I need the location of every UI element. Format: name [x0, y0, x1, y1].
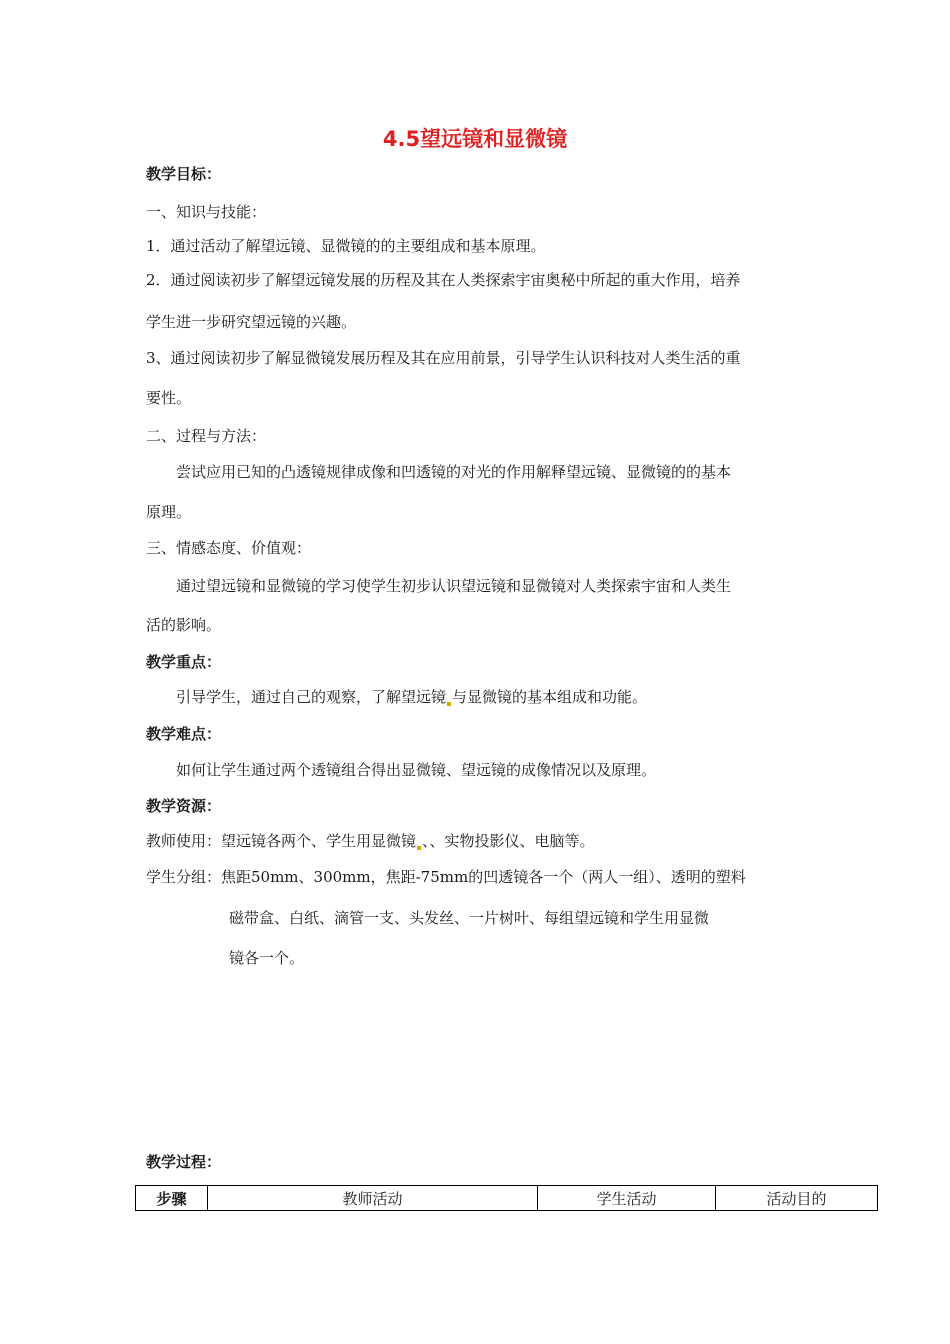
knowledge-item-2-line-1: 2．通过阅读初步了解望远镜发展的历程及其在人类探索宇宙奥秘中所起的重大作用，培养	[146, 271, 741, 289]
process-methods-heading: 二、过程与方法：	[146, 427, 267, 445]
process-methods-line-2: 原理。	[146, 503, 192, 521]
header-step: 步骤	[136, 1186, 208, 1211]
key-points-heading: 教学重点：	[146, 653, 222, 671]
objectives-heading: 教学目标：	[146, 165, 222, 183]
yellow-mark-icon	[447, 702, 451, 706]
key-points-text	[176, 687, 647, 707]
difficulties-text: 如何让学生通过两个透镜组合得出显微镜、望远镜的成像情况以及原理。	[176, 761, 657, 779]
header-student-activity: 学生活动	[538, 1186, 716, 1211]
student-resources-line-1: 学生分组：焦距50mm、300mm，焦距-75mm的凹透镜各一个（两人一组）、透明的塑料	[146, 868, 746, 886]
knowledge-skills-heading: 一、知识与技能：	[146, 203, 267, 221]
key-points-text-part-1: 引导学生，通过自己的观察，了解望远镜	[176, 688, 447, 706]
table-header-row	[136, 1186, 878, 1211]
student-resources-line-2: 磁带盒、白纸、滴管一支、头发丝、一片树叶、每组望远镜和学生用显微	[229, 909, 710, 927]
teacher-resources-part-1: 教师使用：望远镜各两个、学生用显微镜	[146, 832, 417, 850]
student-resources-line-3: 镜各一个。	[229, 949, 305, 967]
knowledge-item-2-line-2: 学生进一步研究望远镜的兴趣。	[146, 313, 357, 331]
teacher-resources-part-2: 、、实物投影仪、电脑等。	[422, 832, 595, 850]
yellow-mark-icon	[417, 846, 421, 850]
process-methods-line-1: 尝试应用已知的凸透镜规律成像和凹透镜的对光的作用解释望远镜、显微镜的的基本	[176, 463, 732, 481]
document-title: 4.5望远镜和显微镜	[382, 127, 568, 151]
attitude-values-line-2: 活的影响。	[146, 616, 222, 634]
procedure-table	[135, 1185, 878, 1211]
teacher-resources	[146, 831, 595, 851]
attitude-values-heading: 三、情感态度、价值观：	[146, 539, 312, 557]
procedure-heading: 教学过程：	[146, 1153, 222, 1171]
difficulties-heading: 教学难点：	[146, 725, 222, 743]
header-activity-purpose: 活动目的	[716, 1186, 878, 1211]
resources-heading: 教学资源：	[146, 797, 222, 815]
knowledge-item-3-line-1: 3、通过阅读初步了解显微镜发展历程及其在应用前景，引导学生认识科技对人类生活的重	[146, 349, 741, 367]
key-points-text-part-2: 与显微镜的基本组成和功能。	[452, 688, 648, 706]
knowledge-item-3-line-2: 要性。	[146, 389, 192, 407]
knowledge-item-1: 1．通过活动了解望远镜、显微镜的的主要组成和基本原理。	[146, 237, 546, 255]
attitude-values-line-1: 通过望远镜和显微镜的学习使学生初步认识望远镜和显微镜对人类探索宇宙和人类生	[176, 577, 732, 595]
header-teacher-activity: 教师活动	[208, 1186, 538, 1211]
